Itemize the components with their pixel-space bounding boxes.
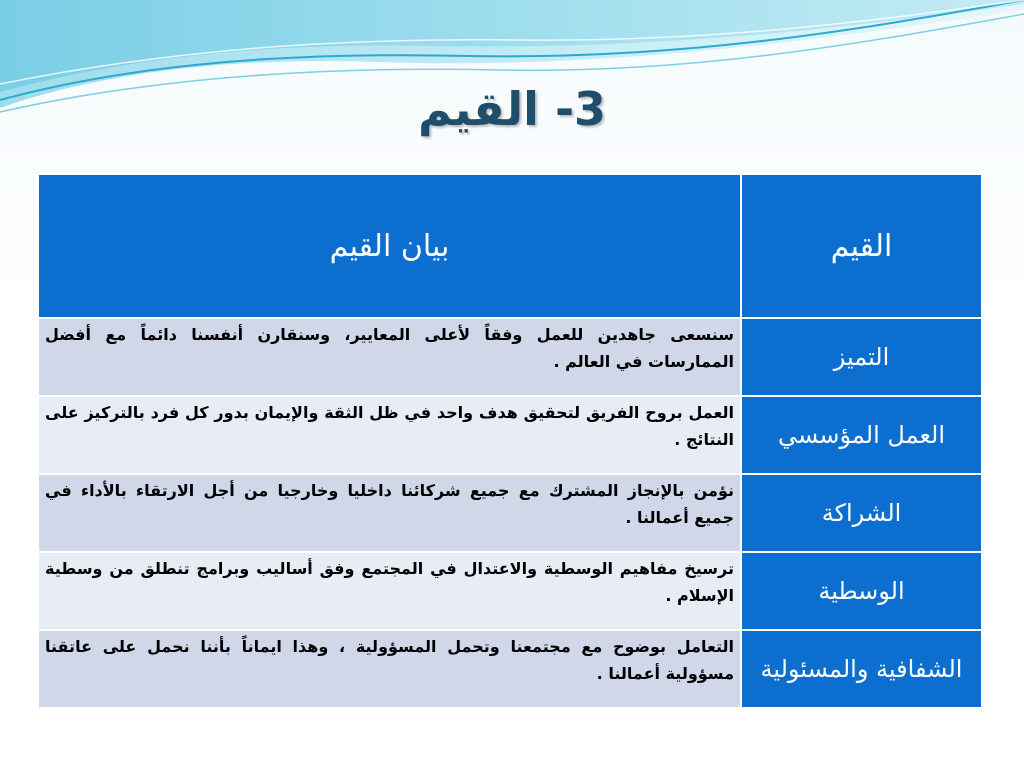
values-table bbox=[37, 173, 983, 709]
header-values-statement: بيان القيم bbox=[38, 174, 741, 318]
value-name-cell: الشراكة bbox=[741, 474, 982, 552]
slide-title: 3- القيم bbox=[417, 82, 607, 136]
table-row bbox=[38, 318, 982, 396]
value-description-cell: سنسعى جاهدين للعمل وفقاً لأعلى المعايير، وسنقارن أنفسنا دائماً مع أفضل الممارسات في العالم . bbox=[38, 318, 741, 396]
value-name-cell: العمل المؤسسي bbox=[741, 396, 982, 474]
table-header-row bbox=[38, 174, 982, 318]
table-row bbox=[38, 630, 982, 708]
table-row bbox=[38, 552, 982, 630]
value-description-cell: العمل بروح الفريق لتحقيق هدف واحد في ظل الثقة والإيمان بدور كل فرد بالتركيز على النتائج . bbox=[38, 396, 741, 474]
value-name-cell: الشفافية والمسئولية bbox=[741, 630, 982, 708]
value-name-cell: الوسطية bbox=[741, 552, 982, 630]
header-values: القيم bbox=[741, 174, 982, 318]
table-row bbox=[38, 474, 982, 552]
value-description-cell: نؤمن بالإنجاز المشترك مع جميع شركائنا داخليا وخارجيا من أجل الارتقاء بالأداء في جميع أعمالنا . bbox=[38, 474, 741, 552]
value-description-cell: التعامل بوضوح مع مجتمعنا وتحمل المسؤولية ، وهذا ايماناً بأننا نحمل على عاتقنا مسؤولية أعمالنا . bbox=[38, 630, 741, 708]
table-row bbox=[38, 396, 982, 474]
value-description-cell: ترسيخ مفاهيم الوسطية والاعتدال في المجتمع وفق أساليب وبرامج تنطلق من وسطية الإسلام . bbox=[38, 552, 741, 630]
value-name-cell: التميز bbox=[741, 318, 982, 396]
